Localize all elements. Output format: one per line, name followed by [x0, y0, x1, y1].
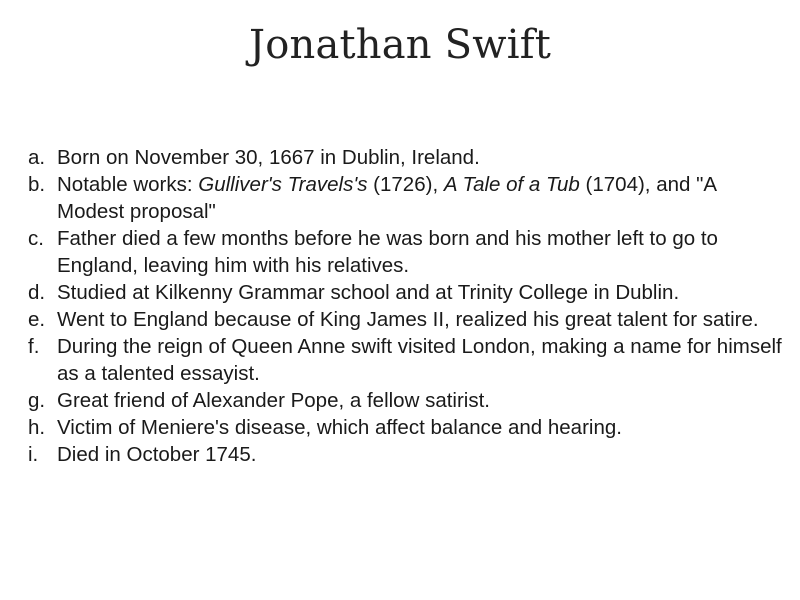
- text-run: (1704), and "A Modest proposal": [57, 173, 716, 223]
- list-item-text: [57, 281, 679, 304]
- italic-title-text: Gulliver's Travels's: [198, 173, 368, 196]
- list-marker: i.: [28, 443, 39, 466]
- slide-title: Jonathan Swift: [249, 22, 551, 68]
- text-run: Born on November 30, 1667 in Dublin, Ireland.: [57, 146, 480, 169]
- list-marker: e.: [28, 308, 46, 331]
- bullet-list: [28, 144, 788, 468]
- list-item: [28, 171, 788, 225]
- list-item: [28, 333, 788, 387]
- list-item-text: [57, 389, 490, 412]
- list-marker: b.: [28, 173, 46, 196]
- text-run: Great friend of Alexander Pope, a fellow satirist.: [57, 389, 491, 412]
- list-item: [28, 387, 788, 414]
- list-item: [28, 225, 788, 279]
- list-marker: h.: [28, 416, 46, 439]
- list-item-text: [57, 227, 718, 277]
- list-item-text: [57, 443, 256, 466]
- list-item-text: [57, 146, 480, 169]
- list-item-text: [57, 416, 622, 439]
- list-item-text: [57, 335, 782, 385]
- list-item: [28, 414, 788, 441]
- text-run: Went to England because of King James II, realized his great talent for satire.: [57, 308, 759, 331]
- list-marker: c.: [28, 227, 44, 250]
- text-run: Died in October 1745.: [57, 443, 257, 466]
- list-marker: f.: [28, 335, 40, 358]
- italic-title-text: A Tale of a Tub: [443, 173, 580, 196]
- list-item-text: [57, 173, 716, 223]
- text-run: Victim of Meniere's disease, which affect balance and hearing.: [57, 416, 622, 439]
- text-run: During the reign of Queen Anne swift visited London, making a name for himself as a talented essayist.: [57, 335, 782, 385]
- list-item-text: [57, 308, 759, 331]
- list-marker: d.: [28, 281, 46, 304]
- list-marker: g.: [28, 389, 46, 412]
- list-marker: a.: [28, 146, 46, 169]
- list-item: [28, 306, 788, 333]
- text-run: Studied at Kilkenny Grammar school and at Trinity College in Dublin.: [57, 281, 680, 304]
- list-item: [28, 144, 788, 171]
- text-run: Notable works:: [57, 173, 199, 196]
- text-run: (1726),: [367, 173, 444, 196]
- list-item: [28, 441, 788, 468]
- text-run: Father died a few months before he was born and his mother left to go to England, leaving him with his relatives.: [57, 227, 718, 277]
- list-item: [28, 279, 788, 306]
